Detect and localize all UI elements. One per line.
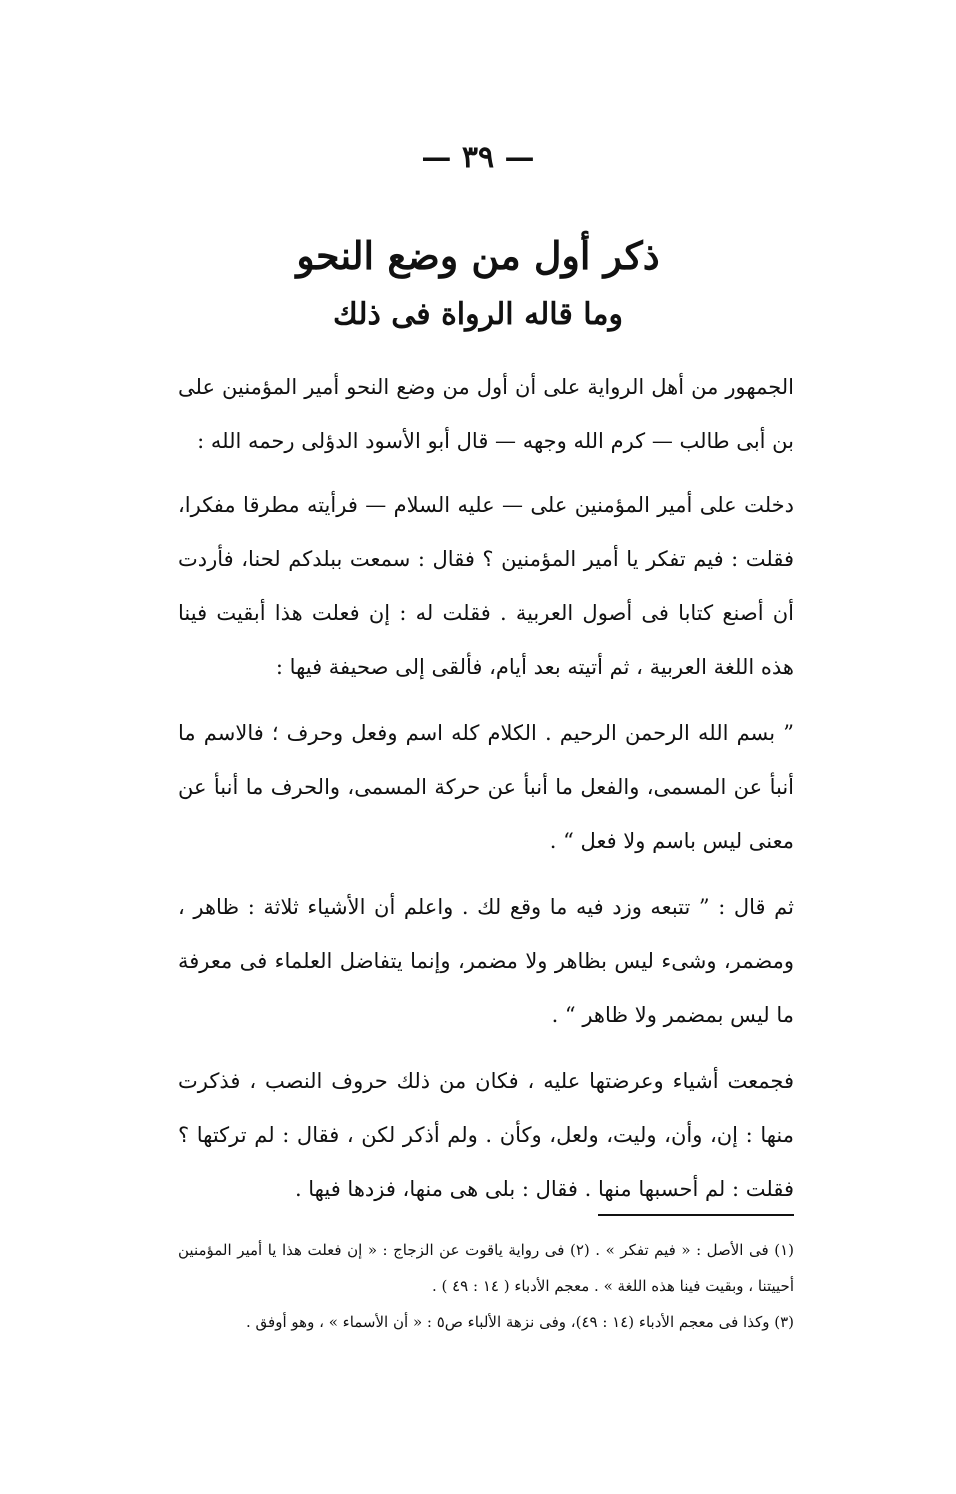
footnotes (178, 1232, 794, 1340)
footnote: (١) فى الأصل : « فيم تفكر » . (٢) فى رواية ياقوت عن الزجاج : « إن فعلت هذا يا أمير المؤمنين أحييتنا ، وبقيت فينا هذه اللغة » . معجم الأدباء ( ١٤ : ٤٩ ) . (178, 1241, 794, 1295)
page-number: — ٣٩ — (421, 140, 535, 175)
chapter-title: ذكر أول من وضع النحو (296, 233, 660, 278)
chapter-subtitle: وما قاله الرواة فى ذلك (333, 297, 623, 332)
paragraph: ” بسم الله الرحمن الرحيم . الكلام كله اسم وفعل وحرف ؛ فالاسم ما أنبأ عن المسمى، والفعل ما أنبأ عن حركة المسمى، والحرف ما أنبأ عن معنى ليس باسم ولا فعل “ . (178, 721, 794, 853)
paragraph: فجمعت أشياء وعرضتها عليه ، فكان من ذلك حروف النصب ، فذكرت منها : إن، وأن، وليت، ولعل، وكأن . ولم أذكر لكن ، فقال : لم تركتها ؟ فقلت : لم أحسبها منها . فقال : بلى هى منها، فزدها فيها . (178, 1069, 794, 1201)
main-text (178, 360, 794, 1228)
paragraph: دخلت على أمير المؤمنين على — عليه السلام — فرأيته مطرقا مفكرا، فقلت : فيم تفكر يا أمير المؤمنين ؟ فقال : سمعت ببلدكم لحنا، فأردت أن أصنع كتابا فى أصول العربية . فقلت له : إن فعلت هذا أبقيت فينا هذه اللغة العربية ، ثم أتيته بعد أيام، فألقى إلى صحيفة فيها : (178, 493, 794, 679)
footnote: (٣) وكذا فى معجم الأدباء (١٤ : ٤٩)، وفى نزهة الألباء ص٥ : « أن الأسماء » ، وهو أوفق . (246, 1313, 794, 1331)
paragraph: ثم قال : ” تتبعه وزد فيه ما وقع لك . واعلم أن الأشياء ثلاثة : ظاهر ، ومضمر، وشىء ليس بظاهر ولا مضمر، وإنما يتفاضل العلماء فى معرفة ما ليس بمضمر ولا ظاهر “ . (178, 895, 794, 1027)
paragraph: الجمهور من أهل الرواية على أن أول من وضع النحو أمير المؤمنين على بن أبى طالب — كرم الله وجهه — قال أبو الأسود الدؤلى رحمه الله : (178, 375, 794, 453)
footnote-divider (598, 1214, 794, 1216)
